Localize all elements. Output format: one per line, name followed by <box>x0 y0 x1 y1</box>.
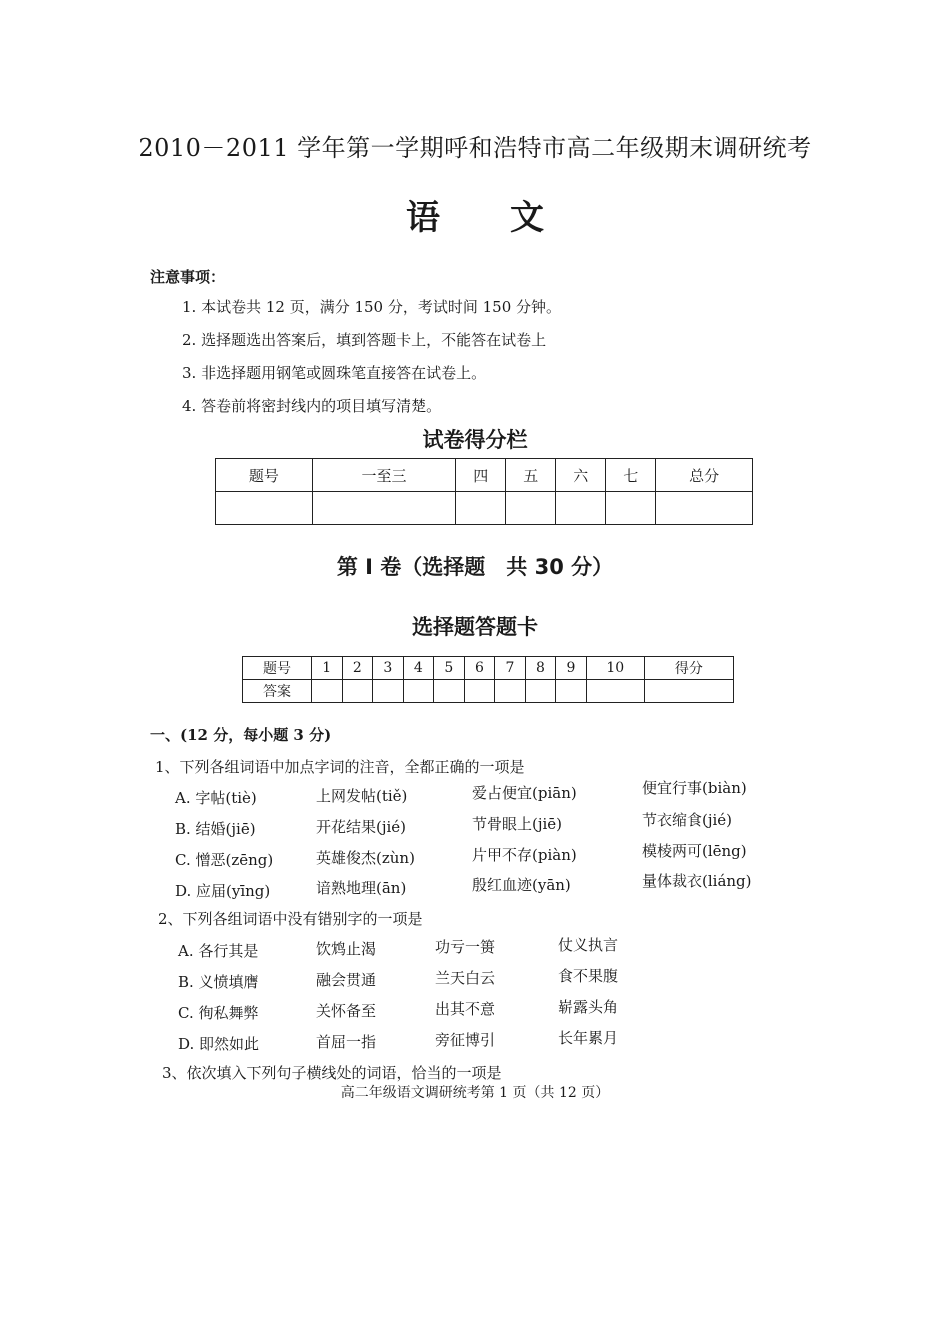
answer-blank-cell <box>373 680 404 703</box>
answer-number-cell: 6 <box>464 657 495 680</box>
q1-option-b-1: B. 结婚(jiē) <box>175 820 256 838</box>
q1-option-d-1: D. 应届(yīng) <box>175 882 271 900</box>
q2-option-a-4: 仗义执言 <box>558 936 619 954</box>
answer-blank-cell <box>644 680 733 703</box>
q2-option-b-3: 兰天白云 <box>435 969 496 987</box>
answer-number-cell: 3 <box>373 657 404 680</box>
q1-option-b-3: 节骨眼上(jiē) <box>472 815 563 833</box>
notice-item-1: 1. 本试卷共 12 页，满分 150 分，考试时间 150 分钟。 <box>182 298 562 316</box>
q1-option-c-4: 模棱两可(lēng) <box>642 842 747 860</box>
score-header-cell: 七 <box>606 459 656 492</box>
answer-blank-cell <box>342 680 373 703</box>
notice-item-3: 3. 非选择题用钢笔或圆珠笔直接答在试卷上。 <box>182 364 487 382</box>
answer-number-cell: 10 <box>586 657 644 680</box>
question-2-stem: 2、下列各组词语中没有错别字的一项是 <box>158 910 423 928</box>
answer-blank-cell <box>495 680 526 703</box>
q1-option-a-4: 便宜行事(biàn) <box>642 779 747 797</box>
q1-option-c-1: C. 憎恶(zēng) <box>175 851 274 869</box>
q2-option-c-1: C. 徇私舞弊 <box>178 1004 259 1022</box>
section1-heading: 一、(12 分，每小题 3 分) <box>150 726 332 744</box>
q2-option-c-4: 崭露头角 <box>558 998 619 1016</box>
score-blank-cell <box>312 492 456 525</box>
q1-option-b-4: 节衣缩食(jié) <box>642 811 733 829</box>
answer-number-cell: 5 <box>434 657 465 680</box>
score-table-heading: 试卷得分栏 <box>422 428 528 452</box>
answer-blank-cell <box>556 680 587 703</box>
answer-score-label: 得分 <box>644 657 733 680</box>
answer-blank-cell <box>434 680 465 703</box>
q2-option-a-3: 功亏一篑 <box>435 938 496 956</box>
q2-option-d-3: 旁征博引 <box>435 1031 496 1049</box>
score-header-cell: 一至三 <box>312 459 456 492</box>
answer-row-label: 题号 <box>243 657 312 680</box>
answer-card-heading: 选择题答题卡 <box>412 615 538 639</box>
part1-heading: 第 I 卷（选择题 共 30 分） <box>336 555 614 579</box>
q2-option-c-3: 出其不意 <box>435 1000 496 1018</box>
page-footer: 高二年级语文调研统考第 1 页（共 12 页） <box>340 1085 610 1101</box>
score-table-blank-row <box>216 492 753 525</box>
q1-option-a-3: 爱占便宜(piān) <box>472 784 577 802</box>
answer-number-cell: 1 <box>312 657 343 680</box>
q1-option-a-2: 上网发帖(tiě) <box>316 787 408 805</box>
notice-item-2: 2. 选择题选出答案后，填到答题卡上，不能答在试卷上 <box>182 331 547 349</box>
q1-option-c-3: 片甲不存(piàn) <box>472 846 577 864</box>
question-1-stem: 1、下列各组词语中加点字词的注音，全都正确的一项是 <box>155 758 525 776</box>
q2-option-d-1: D. 即然如此 <box>178 1035 260 1053</box>
answer-blank-cell <box>464 680 495 703</box>
q2-option-a-2: 饮鸩止渴 <box>316 940 377 958</box>
exam-title: 2010－2011 学年第一学期呼和浩特市高二年级期末调研统考 <box>138 134 812 162</box>
q2-option-d-2: 首屈一指 <box>316 1033 377 1051</box>
subject-char-1: 语 <box>406 198 440 238</box>
q2-option-a-1: A. 各行其是 <box>178 942 259 960</box>
score-blank-cell <box>606 492 656 525</box>
score-header-cell: 六 <box>556 459 606 492</box>
score-blank-cell <box>556 492 606 525</box>
answer-number-cell: 9 <box>556 657 587 680</box>
score-blank-cell <box>656 492 753 525</box>
answer-number-cell: 7 <box>495 657 526 680</box>
score-blank-cell <box>506 492 556 525</box>
question-3-stem: 3、依次填入下列句子横线处的词语，恰当的一项是 <box>162 1064 502 1082</box>
answer-card-answer-row <box>243 680 734 703</box>
q2-option-d-4: 长年累月 <box>558 1029 619 1047</box>
score-header-cell: 题号 <box>216 459 313 492</box>
answer-blank-cell <box>403 680 434 703</box>
q1-option-d-3: 殷红血迹(yān) <box>472 876 571 894</box>
score-header-cell: 总分 <box>656 459 753 492</box>
score-table-header-row <box>216 459 753 492</box>
answer-number-cell: 8 <box>525 657 556 680</box>
answer-card-number-row <box>243 657 734 680</box>
score-blank-cell <box>216 492 313 525</box>
answer-card-table <box>242 656 734 703</box>
q1-option-c-2: 英雄俊杰(zùn) <box>316 849 415 867</box>
q1-option-b-2: 开花结果(jié) <box>316 818 407 836</box>
q1-option-a-1: A. 字帖(tiè) <box>175 789 257 807</box>
answer-number-cell: 4 <box>403 657 434 680</box>
q2-option-c-2: 关怀备至 <box>316 1002 377 1020</box>
subject-char-2: 文 <box>510 198 544 238</box>
q2-option-b-2: 融会贯通 <box>316 971 377 989</box>
score-blank-cell <box>456 492 506 525</box>
notice-item-4: 4. 答卷前将密封线内的项目填写清楚。 <box>182 397 442 415</box>
q2-option-b-1: B. 义愤填膺 <box>178 973 259 991</box>
q1-option-d-2: 谙熟地理(ān) <box>316 879 407 897</box>
score-header-cell: 四 <box>456 459 506 492</box>
score-table <box>215 458 753 525</box>
score-header-cell: 五 <box>506 459 556 492</box>
answer-blank-cell <box>586 680 644 703</box>
answer-number-cell: 2 <box>342 657 373 680</box>
answer-blank-cell <box>312 680 343 703</box>
subject-title <box>0 190 950 239</box>
answer-row-label: 答案 <box>243 680 312 703</box>
q1-option-d-4: 量体裁衣(liáng) <box>642 872 752 890</box>
q2-option-b-4: 食不果腹 <box>558 967 619 985</box>
answer-blank-cell <box>525 680 556 703</box>
notice-heading: 注意事项： <box>150 268 226 286</box>
